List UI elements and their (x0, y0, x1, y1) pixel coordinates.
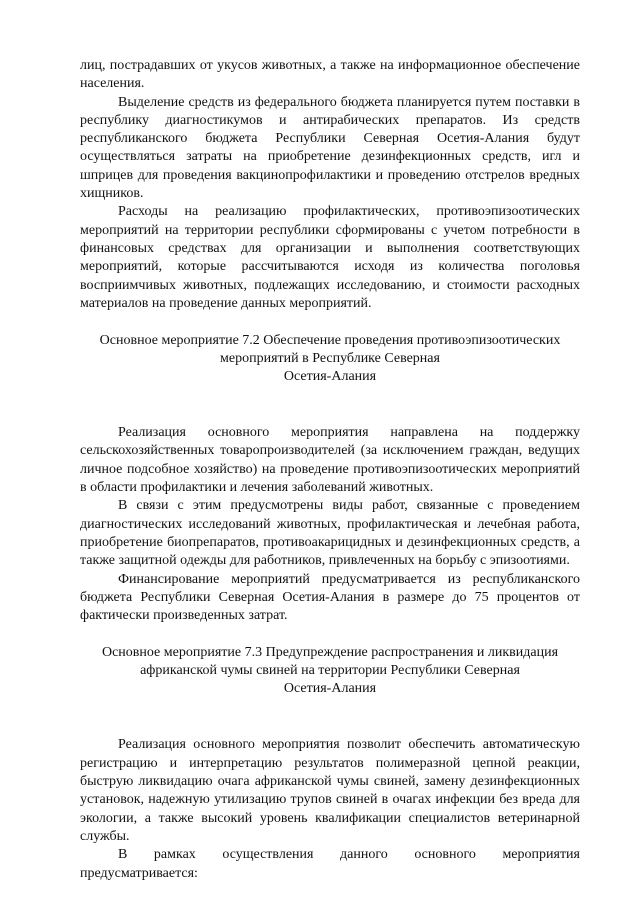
paragraph-7-2-works: В связи с этим предусмотрены виды работ, связанные с проведением диагностических исследований животных, профилактическая и лечебная работа, приобретение биопрепаратов, противоакарицидных и дезинфекционных средств, а также защитной одежды для работников, привлеченных на борьбу с эпизоотиями. (80, 498, 580, 569)
section-heading-7-3 (80, 644, 580, 698)
spacer (80, 625, 580, 644)
heading-line: Основное мероприятие 7.2 Обеспечение проведения противоэпизоотических (99, 333, 561, 349)
spacer (80, 313, 580, 332)
heading-line: африканской чумы свиней на территории Республики Северная (140, 663, 520, 679)
paragraph-federal-budget: Выделение средств из федерального бюджета планируется путем поставки в республику диагностикумов и антирабических препаратов. Из средств республиканского бюджета Республики Северная Осетия-Алания будут осуществляться затраты на приобретение дезинфекционных средств, игл и шприцев для проведения вакцинопрофилактики и проведению отстрелов вредных хищников. (80, 94, 580, 202)
heading-line: мероприятий в Республике Северная (220, 351, 440, 367)
paragraph-expenses: Расходы на реализацию профилактических, противоэпизоотических мероприятий на территории республики сформированы с учетом потребности в финансовых средствах для организации и выполнения соответствующих мероприятий, которые рассчитываются исходя из количества поголовья восприимчивых животных, подлежащих исследованию, и стоимости расходных материалов на проведение данных мероприятий. (80, 204, 580, 311)
document-page (80, 57, 580, 883)
paragraph-7-2-funding: Финансирование мероприятий предусматривается из республиканского бюджета Республики Северная Осетия-Алания в размере до 75 процентов от фактически произведенных затрат. (80, 571, 580, 624)
heading-line: Осетия-Алания (283, 369, 377, 385)
paragraph-7-3-scope: В рамках осуществления данного основного мероприятия предусматривается: (80, 847, 580, 881)
paragraph-7-3-purpose: Реализация основного мероприятия позволит обеспечить автоматическую регистрацию и интерпретацию результатов полимеразной цепной реакции, быструю ликвидацию очага африканской чумы свиней, замену дезинфекционных установок, надежную утилизацию трупов свиней в очагах инфекции без вреда для экологии, а также высокий уровень квалификации специалистов ветеринарной службы. (80, 737, 580, 844)
spacer (80, 698, 580, 736)
section-heading-7-2 (80, 332, 580, 386)
heading-line: Осетия-Алания (283, 681, 377, 697)
paragraph-7-2-purpose: Реализация основного мероприятия направлена на поддержку сельскохозяйственных товаропроизводителей (за исключением граждан, ведущих личное подсобное хозяйство) на проведение противоэпизоотических мероприятий в области профилактики и лечения заболеваний животных. (80, 425, 580, 496)
paragraph-continuation: лиц, пострадавших от укусов животных, а также на информационное обеспечение населения. (80, 58, 580, 92)
spacer (80, 386, 580, 424)
heading-line: Основное мероприятие 7.3 Предупреждение распространения и ликвидация (101, 645, 559, 661)
